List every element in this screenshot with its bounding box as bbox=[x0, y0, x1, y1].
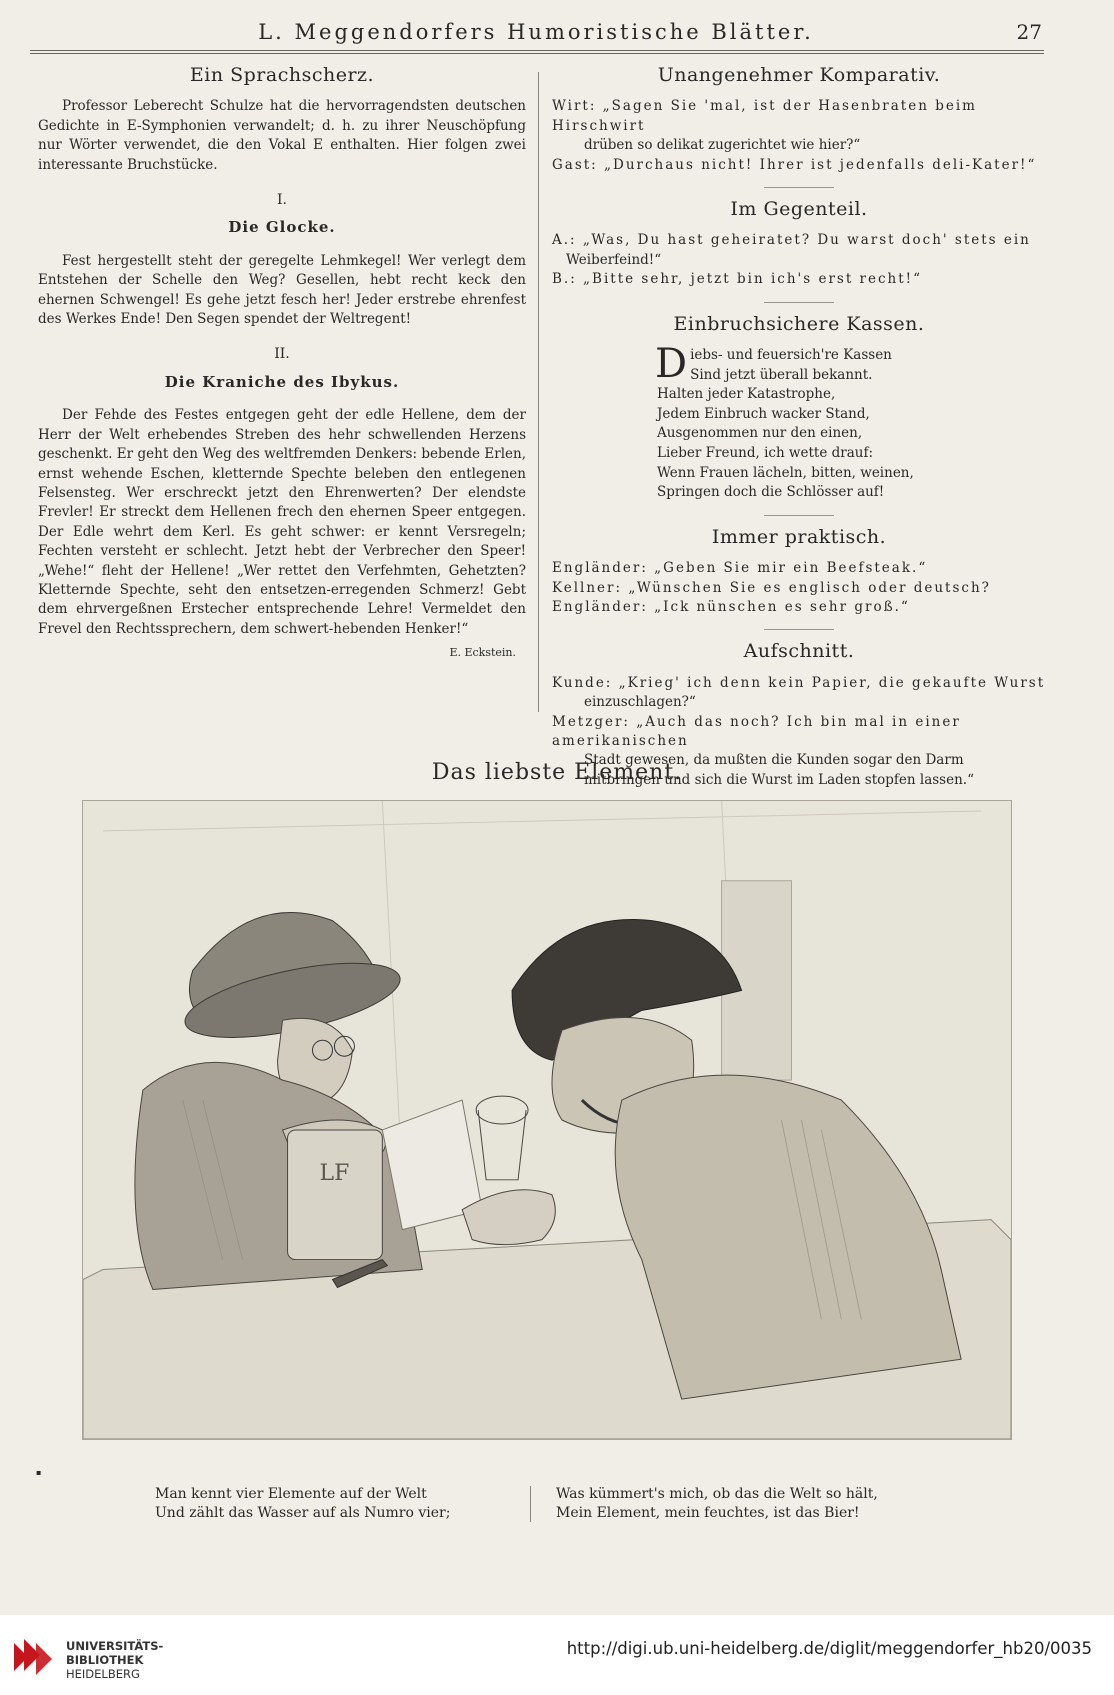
poem-line: Jedem Einbruch wacker Stand, bbox=[657, 405, 870, 422]
section-rule bbox=[764, 629, 834, 630]
logo-line: HEIDELBERG bbox=[66, 1667, 140, 1681]
illustration-two-drinkers bbox=[82, 800, 1012, 1440]
joke-dialog-praktisch bbox=[552, 559, 1046, 617]
dialog-line: Metzger: „Auch das noch? Ich bin mal in einer amerikanischen bbox=[552, 713, 961, 750]
caption-right bbox=[556, 1485, 878, 1523]
dialog-line: Engländer: „Ick nünschen es sehr groß.“ bbox=[552, 599, 910, 616]
mug-label: LF bbox=[319, 1160, 350, 1186]
joke-dialog-gegenteil bbox=[552, 231, 1046, 289]
logo-line: BIBLIOTHEK bbox=[66, 1653, 144, 1667]
author-signature: E. Eckstein. bbox=[449, 646, 516, 660]
illustration-title: Das liebste Element. bbox=[431, 760, 683, 785]
left-column bbox=[38, 66, 526, 663]
caption-left bbox=[155, 1485, 450, 1523]
part-text-glocke: Fest hergestellt steht der geregelte Lehmkegel! Wer verlegt dem Entstehen der Schelle den Weg? Gesellen, hebt recht keck den ehernen Schwengel! Es gehe jetzt fesch her! Jeder erstrebe ehrenfest des Werkes Ende! Den Segen spendet der Weltregent! bbox=[38, 252, 526, 328]
dialog-line-continued: mitbringen und sich die Wurst im Laden stopfen lassen.“ bbox=[584, 771, 974, 788]
part-text-kraniche: Der Fehde des Festes entgegen geht der edle Hellene, dem der Herr der Welt erhebendes Streben des hehr schwellenden Herzens geschenkt. Er geht den Weg des weltfremden Denkers: bebende Erlen, ernst wehende Eschen, kletternde Spechte beleben den entlegenen Felsensteg. Wer erschreckt jetzt den Ehrenwerten? Der elendste Frevler! Er streckt dem Hellenen frech den ehernen Speer entgegen. Der Edle wehrt dem Kerl. Es geht schwer: er kennt Versregeln; Fechten versteht er schlecht. Jetzt hebt der Verbrecher den Speer! „Wehe!“ fleht der Hellene! „Wer rettet den Verfehmten, Gehetzten? Kletternde Spechte, seht den entsetzen-erregenden Schmerz! Gebt dem ehrvergeßnen Erstecher entsprechende Lehre! Vermeldet den Frevel den Rechtssprechern, dem schwert-hebenden Henker!“ bbox=[38, 407, 526, 637]
poem-line: Lieber Freund, ich wette drauf: bbox=[657, 445, 873, 462]
journal-title: L. Meggendorfers Humoristische Blätter. bbox=[258, 20, 814, 44]
article-title-sprachscherz: Ein Sprachscherz. bbox=[189, 64, 375, 86]
dialog-line: Wirt: „Sagen Sie 'mal, ist der Hasenbraten beim Hirschwirt bbox=[552, 98, 977, 134]
part-title-kraniche: Die Kraniche des Ibykus. bbox=[164, 372, 400, 391]
part-numeral-2: II. bbox=[274, 346, 290, 363]
dialog-line: Kellner: „Wünschen Sie es englisch oder deutsch? bbox=[552, 579, 991, 596]
drop-cap: D bbox=[655, 341, 688, 388]
caption-line: Mein Element, mein feuchtes, ist das Bier! bbox=[556, 1505, 860, 1521]
poem-line: iebs- und feuersich're Kassen bbox=[690, 347, 892, 364]
logo-line: UNIVERSITÄTS- bbox=[66, 1639, 164, 1653]
joke-dialog-komparativ bbox=[552, 97, 1046, 175]
dialog-line-continued: Weiberfeind!“ bbox=[566, 251, 662, 268]
poem-line: Sind jetzt überall bekannt. bbox=[690, 366, 873, 383]
poem-title-kassen: Einbruchsichere Kassen. bbox=[673, 312, 925, 335]
poem-line: Springen doch die Schlösser auf! bbox=[657, 484, 885, 501]
section-rule bbox=[764, 187, 834, 188]
dialog-line: Kunde: „Krieg' ich denn kein Papier, die gekaufte Wurst bbox=[552, 674, 1046, 691]
poem-kassen bbox=[552, 341, 1046, 503]
caption-line: Man kennt vier Elemente auf der Welt bbox=[155, 1486, 427, 1502]
poem-line: Wenn Frauen lächeln, bitten, weinen, bbox=[657, 464, 914, 481]
poem-line: Halten jeder Katastrophe, bbox=[657, 386, 836, 403]
caption-divider bbox=[530, 1486, 531, 1522]
dialog-line-continued: drüben so delikat zugerichtet wie hier?“ bbox=[584, 137, 861, 154]
right-column bbox=[552, 66, 1046, 790]
source-url-link[interactable]: http://digi.ub.uni-heidelberg.de/diglit/meggendorfer_hb20/0035 bbox=[566, 1639, 1092, 1658]
part-title-glocke: Die Glocke. bbox=[228, 218, 336, 237]
joke-title-gegenteil: Im Gegenteil. bbox=[730, 198, 868, 221]
joke-title-praktisch: Immer praktisch. bbox=[711, 525, 887, 548]
column-divider bbox=[538, 72, 539, 712]
section-rule bbox=[764, 302, 834, 303]
dialog-line-continued: Stadt gewesen, da mußten die Kunden sogar den Darm bbox=[584, 752, 964, 769]
part-numeral-1: I. bbox=[277, 192, 287, 209]
joke-title-komparativ: Unangenehmer Komparativ. bbox=[657, 64, 941, 86]
library-name[interactable] bbox=[66, 1639, 163, 1681]
library-footer bbox=[0, 1615, 1114, 1695]
dialog-line: Gast: „Durchaus nicht! Ihrer ist jedenfalls deli-Kater!“ bbox=[552, 156, 1037, 173]
margin-mark: ▪ bbox=[36, 1468, 42, 1477]
page-header bbox=[28, 18, 1044, 48]
joke-title-aufschnitt: Aufschnitt. bbox=[743, 640, 855, 663]
caption-line: Was kümmert's mich, ob das die Welt so hält, bbox=[556, 1486, 878, 1502]
dialog-line: A.: „Was, Du hast geheiratet? Du warst doch' stets ein bbox=[552, 232, 1031, 249]
section-rule bbox=[764, 515, 834, 516]
caption-line: Und zählt das Wasser auf als Numro vier; bbox=[155, 1505, 451, 1521]
drawing bbox=[83, 801, 1011, 1439]
dialog-line: B.: „Bitte sehr, jetzt bin ich's erst recht!“ bbox=[552, 271, 922, 288]
article-intro: Professor Leberecht Schulze hat die hervorragendsten deutschen Gedichte in E-Symphonien verwandelt; d. h. zu ihrer Neuschöpfung nur Wörter verwendet, die den Vokal E enthalten. Hier folgen zwei interessante Bruchstücke. bbox=[38, 98, 526, 173]
library-logo-icon[interactable] bbox=[10, 1635, 56, 1681]
header-rule bbox=[30, 50, 1044, 51]
header-rule-double bbox=[30, 53, 1044, 54]
dialog-line: Engländer: „Geben Sie mir ein Beefsteak.“ bbox=[552, 560, 928, 577]
dialog-line-continued: einzuschlagen?“ bbox=[584, 694, 696, 711]
poem-line: Ausgenommen nur den einen, bbox=[657, 425, 863, 442]
page-number: 27 bbox=[1016, 20, 1042, 44]
